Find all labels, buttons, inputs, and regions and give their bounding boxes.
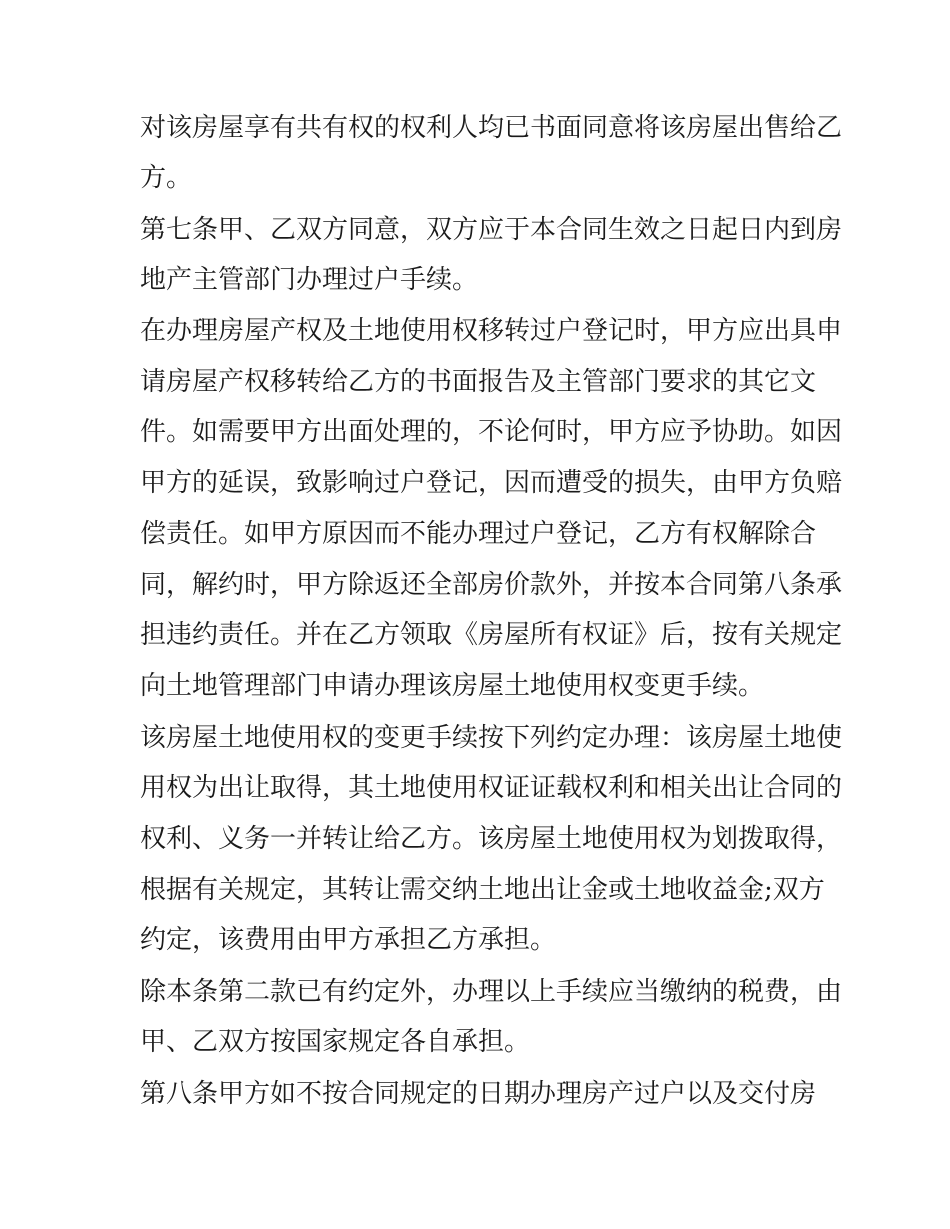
text-line: 第七条甲、乙双方同意，双方应于本合同生效之日起日内到房	[140, 215, 843, 245]
text-line: 担违约责任。并在乙方领取《房屋所有权证》后，按有关规定	[140, 620, 843, 650]
text-line: 在办理房屋产权及土地使用权移转过户登记时，甲方应出具申	[140, 316, 843, 346]
text-line: 向土地管理部门申请办理该房屋土地使用权变更手续。	[140, 671, 765, 701]
text-line: 对该房屋享有共有权的权利人均已书面同意将该房屋出售给乙	[140, 113, 843, 143]
text-line: 请房屋产权移转给乙方的书面报告及主管部门要求的其它文	[140, 367, 817, 397]
text-line: 约定，该费用由甲方承担乙方承担。	[140, 925, 557, 955]
text-line: 除本条第二款已有约定外，办理以上手续应当缴纳的税费，由	[140, 977, 843, 1007]
text-line: 权利、义务一并转让给乙方。该房屋土地使用权为划拨取得，	[140, 824, 843, 854]
text-line: 偿责任。如甲方原因而不能办理过户登记，乙方有权解除合	[140, 519, 817, 549]
text-line: 方。	[140, 163, 193, 193]
text-line: 根据有关规定，其转让需交纳土地出让金或土地收益金;双方	[140, 875, 825, 905]
text-line: 第八条甲方如不按合同规定的日期办理房产过户以及交付房	[140, 1079, 817, 1109]
text-line: 甲、乙双方按国家规定各自承担。	[140, 1027, 531, 1057]
text-line: 甲方的延误，致影响过户登记，因而遭受的损失，由甲方负赔	[140, 468, 843, 498]
text-line: 同，解约时，甲方除返还全部房价款外，并按本合同第八条承	[140, 570, 843, 600]
text-line: 件。如需要甲方出面处理的，不论何时，甲方应予协助。如因	[140, 417, 843, 447]
text-line: 地产主管部门办理过户手续。	[140, 265, 479, 295]
text-line: 该房屋土地使用权的变更手续按下列约定办理：该房屋土地使	[140, 723, 843, 753]
text-line: 用权为出让取得，其土地使用权证证载权利和相关出让合同的	[140, 773, 843, 803]
